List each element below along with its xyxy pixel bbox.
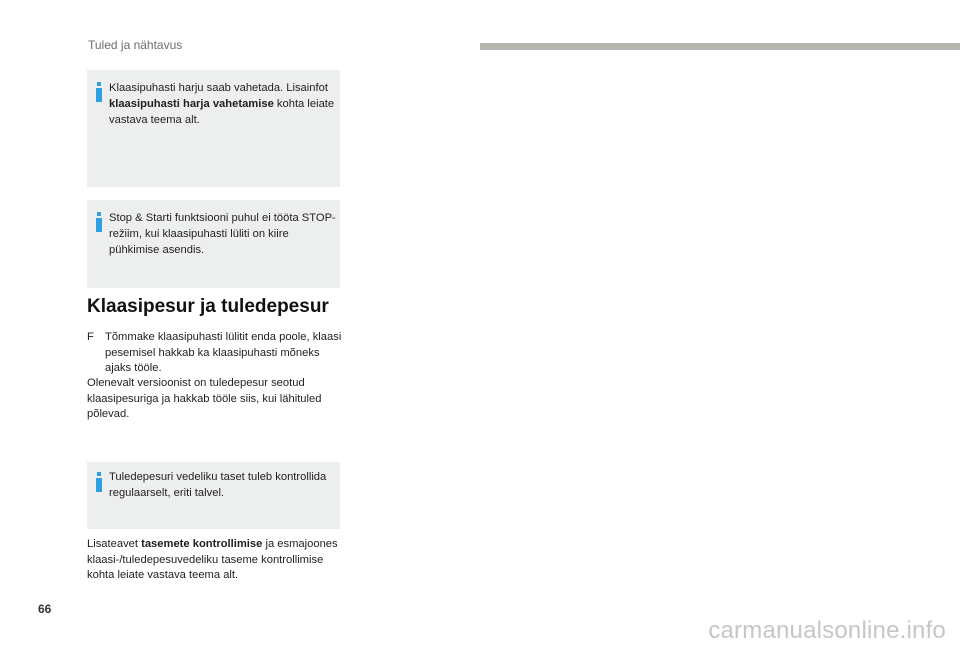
info-icon	[95, 82, 103, 102]
body-paragraph: Olenevalt versioonist on tuledepesur seotud klaasipesuriga ja hakkab tööle siis, kui lähituled põlevad.	[87, 377, 322, 420]
info-box-wiper-blade	[87, 70, 340, 187]
bullet-text: Tõmmake klaasipuhasti lülitit enda poole, klaasi pesemisel hakkab ka klaasipuhasti mõneks ajaks tööle.	[105, 331, 342, 374]
info-box-stop-start	[87, 200, 340, 288]
section-title: Klaasipesur ja tuledepesur	[87, 296, 329, 317]
paragraph-bold: tasemete kontrollimise	[141, 538, 263, 550]
info-text: Stop & Starti funktsiooni puhul ei tööta STOP- režiim, kui klaasipuhasti lüliti on kiire pühkimise asendis.	[109, 212, 336, 256]
page-number: 66	[38, 602, 52, 616]
watermark: carmanualsonline.info	[708, 617, 946, 644]
body-paragraph-levels: Lisateavet tasemete kontrollimise ja esmajoones klaasi-/tuledepesuvedeliku taseme kontrollimise kohta leiate vastava teema alt.	[87, 538, 338, 581]
info-text: Tuledepesuri vedeliku taset tuleb kontrollida regulaarselt, eriti talvel.	[109, 471, 327, 499]
info-text-bold: klaasipuhasti harja vahetamise	[109, 98, 274, 110]
info-icon	[95, 212, 103, 232]
info-box-washer-fluid	[87, 462, 340, 529]
header-divider-bar	[480, 43, 960, 50]
section-header-title: Tuled ja nähtavus	[88, 38, 183, 52]
bullet-marker: F	[87, 331, 94, 343]
instruction-bullet	[87, 330, 347, 377]
info-icon	[95, 472, 103, 492]
info-text: Klaasipuhasti harju saab vahetada. Lisainfot klaasipuhasti harja vahetamise kohta leiate vastava teema alt.	[109, 82, 335, 126]
